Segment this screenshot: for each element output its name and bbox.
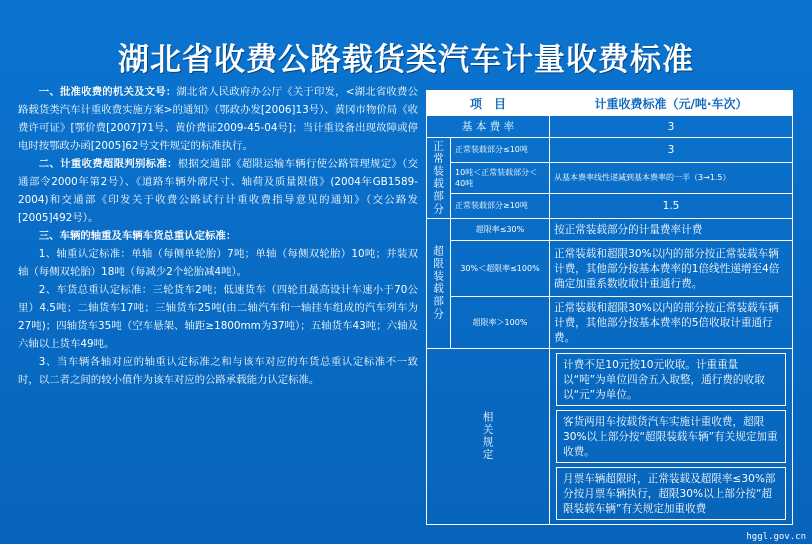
table-row [427,138,793,163]
base-rate-label: 基 本 费 率 [427,116,550,138]
normal-value-2: 从基本费率线性递减到基本费率的一半（3→1.5） [550,162,793,193]
over-value-1: 按正常装载部分的计量费率计费 [550,218,793,240]
table-row [427,348,793,524]
section-1-heading: 一、批准收费的机关及文号： [38,86,177,98]
normal-cond-3: 正常装载部分≥10吨 [451,193,550,218]
normal-value-3: 1.5 [550,193,793,218]
left-text-block [18,83,418,389]
over-cond-3: 超限率＞100% [451,296,550,348]
base-rate-value: 3 [550,116,793,138]
table-row [427,116,793,138]
table-header [427,91,793,116]
table-row [427,218,793,240]
over-cond-1: 超限率≤30% [451,218,550,240]
section-3-item-2: 2、车货总重认定标准：三轮货车2吨；低速货车（四轮且最高设计车速小于70公里）4.5吨；二轴货车17吨；三轴货车25吨(由二轴汽车和一轴挂车组成的汽车列车为27吨)；四轴货车35吨（空车悬架、轴距≥1800mm为37吨）；五轴货车43吨；六轴及六轴以上货车49吨。 [18,284,418,350]
normal-cond-2: 10吨＜正常装载部分＜40吨 [451,162,550,193]
section-3-heading: 三、车辆的轴重及车辆车货总重认定标准： [38,230,237,242]
table-row [427,240,793,296]
rules-group-label: 相关规定 [427,348,550,524]
section-2-heading: 二、计重收费超限判别标准： [38,158,178,170]
over-group-label: 超限装载部分 [427,218,451,348]
section-3-item-3: 3、当车辆各轴对应的轴重认定标准之和与该车对应的车货总重认定标准不一致时，以二者之间的较小值作为该车对应的公路承载能力认定标准。 [18,356,418,386]
over-value-3: 正常装载和超限30%以内的部分按正常装载车辆计费，其他部分按基本费率的5倍收取计重通行费。 [550,296,793,348]
table-row [427,296,793,348]
over-value-2: 正常装载和超限30%以内的部分按正常装载车辆计费，其他部分按基本费率的1倍线性递增至4倍确定加重系数收取计重通行费。 [550,240,793,296]
normal-cond-1: 正常装载部分≤10吨 [451,138,550,163]
over-cond-2: 30%＜超限率≤100% [451,240,550,296]
header-item: 项 目 [427,91,550,116]
section-1 [18,83,418,155]
site-watermark: hggl.gov.cn [746,532,806,542]
fee-standard-table [426,90,793,525]
page-title: 湖北省收费公路载货类汽车计量收费标准 [118,42,694,78]
section-2-body: 根据交通部《超限运输车辆行使公路管理规定》（交通部令2000年第2号）、《道路车辆外廓尺寸、轴荷及质量限值》(2004年GB1589-2004)和交通部《印发关于收费公路试行计重收费指导意见的通知》（交公路发[2005]492号）。 [18,158,418,224]
normal-group-label: 正常装载部分 [427,138,451,219]
header-standard: 计重收费标准（元/吨·车次） [550,91,793,116]
section-3-item-1: 1、轴重认定标准：单轴（每侧单轮胎）7吨；单轴（每侧双轮胎）10吨；并装双轴（每侧双轮胎）18吨（每减少2个轮胎减4吨）。 [18,248,418,278]
normal-value-1: 3 [550,138,793,163]
rule-1: 计费不足10元按10元收取。计重重量以“吨”为单位四舍五入取整，通行费的收取以“元”为单位。 [556,353,786,406]
section-1-body: 湖北省人民政府办公厅《关于印发，<湖北省收费公路载货类汽车计重收费实施方案>的通知》（鄂政办发[2006]13号）、黄冈市物价局《收费许可证》[鄂价费[2007]71号、黄价费证2009-45-04号]；当计重设备出现故障或停电时按鄂政办函[2005]62号文件规定的标准执行。 [18,86,418,152]
section-2 [18,155,418,227]
rule-3: 月票车辆超限时，正常装载及超限率≤30%部分按月票车辆执行，超限30%以上部分按“超限装载车辆”有关规定加重收费 [556,467,786,520]
rules-cell [550,348,793,524]
table-row [427,162,793,193]
rule-2: 客货两用车按载货汽车实施计重收费，超限30%以上部分按“超限装载车辆”有关规定加重收费。 [556,410,786,463]
table-row [427,193,793,218]
